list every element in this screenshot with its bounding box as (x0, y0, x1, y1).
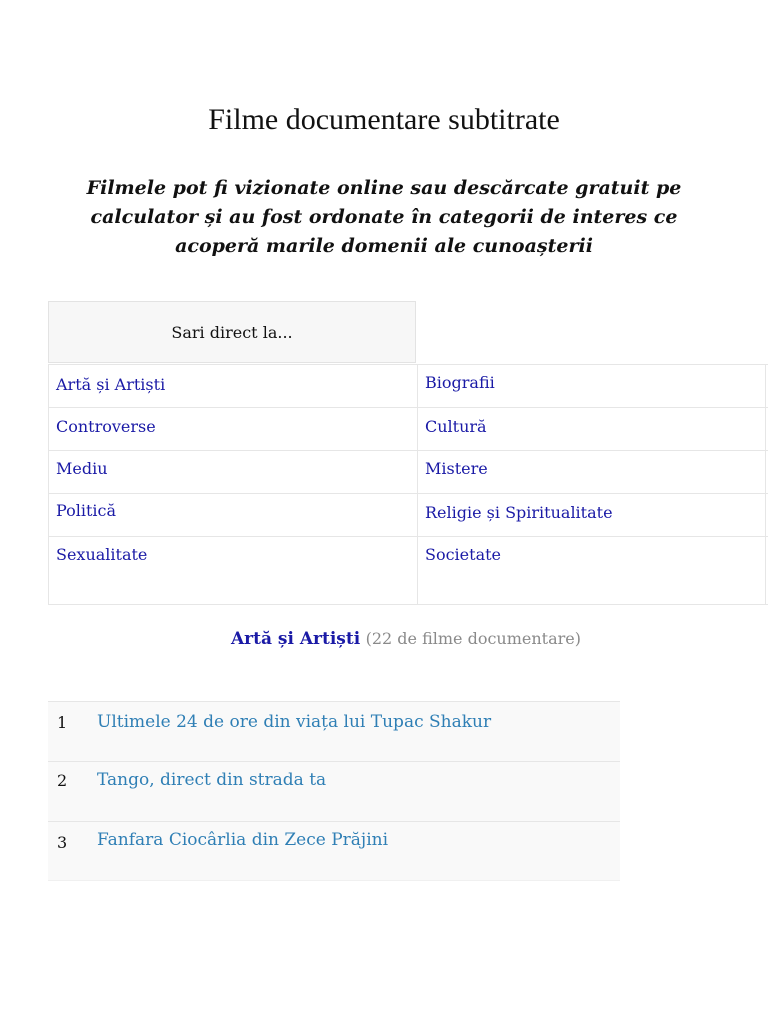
category-link-arta-si-artisti[interactable]: Artă și Artiști (56, 375, 166, 394)
section-title-link[interactable]: Artă și Artiști (230, 629, 361, 649)
category-link-cultura[interactable]: Cultură (425, 417, 487, 436)
category-link-societate[interactable]: Societate (425, 545, 502, 564)
film-row (48, 821, 620, 881)
category-link-politica[interactable]: Politică (56, 501, 117, 520)
film-list (48, 701, 620, 881)
film-link[interactable]: Fanfara Ciocârlia din Zece Prăjini (97, 830, 389, 850)
film-number: 2 (57, 771, 68, 790)
category-link-biografii[interactable]: Biografii (425, 373, 495, 392)
jump-to-header (48, 301, 416, 363)
jump-to-label: Sari direct la... (171, 322, 293, 342)
film-link[interactable]: Tango, direct din strada ta (97, 770, 327, 790)
category-link-mistere[interactable]: Mistere (425, 459, 488, 478)
film-row (48, 701, 620, 761)
category-link-controverse[interactable]: Controverse (56, 417, 156, 436)
section-film-count: (22 de filme documentare) (365, 629, 582, 648)
category-grid (48, 364, 768, 605)
category-link-religie-si-spiritualitate[interactable]: Religie și Spiritualitate (425, 503, 613, 522)
section-heading (0, 629, 768, 649)
film-link[interactable]: Ultimele 24 de ore din viața lui Tupac Shakur (97, 712, 492, 732)
page-subtitle: Filmele pot fi vizionate online sau descărcate gratuit pe calculator și au fost ordonate în categorii de interes ce acoperă marile domenii ale cunoașterii (86, 177, 682, 257)
category-link-mediu[interactable]: Mediu (56, 459, 108, 478)
category-link-sexualitate[interactable]: Sexualitate (56, 545, 148, 564)
film-number: 3 (57, 833, 68, 852)
film-row (48, 761, 620, 821)
page-title: Filme documentare subtitrate (208, 103, 560, 136)
film-number: 1 (57, 713, 68, 732)
